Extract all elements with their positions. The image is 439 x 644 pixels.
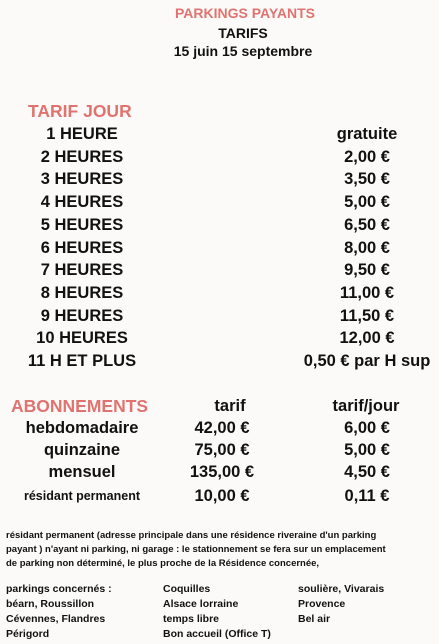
tarif-row-price: 0,50 € par H sup bbox=[303, 352, 431, 370]
parking-name: soulière, Vivarais bbox=[298, 583, 385, 595]
tarif-jour-heading: TARIF JOUR bbox=[28, 101, 132, 121]
tarif-row-price: 11,50 € bbox=[339, 306, 395, 325]
page-subtitle: TARIFS bbox=[218, 25, 268, 41]
parking-name: Périgord bbox=[6, 628, 50, 640]
parking-name: Provence bbox=[298, 598, 346, 610]
abonnements-col-tarif-jour: tarif/jour bbox=[332, 397, 400, 415]
parking-name: Bon accueil (Office T) bbox=[163, 628, 271, 640]
tarif-row-label: 5 HEURES bbox=[40, 215, 124, 234]
abonnement-tarif: 10,00 € bbox=[194, 487, 250, 505]
tarif-row-label: 9 HEURES bbox=[40, 306, 124, 325]
tarif-row-price: 5,00 € bbox=[344, 193, 390, 212]
abonnement-tarif-jour: 6,00 € bbox=[344, 419, 390, 437]
abonnement-tarif-jour: 4,50 € bbox=[344, 463, 390, 481]
note-line-3: de parking non déterminé, le plus proche de la Résidence concernée, bbox=[6, 558, 320, 569]
tarif-row-label: 3 HEURES bbox=[40, 170, 124, 189]
abonnement-tarif: 75,00 € bbox=[194, 441, 250, 459]
tarif-row-label: 4 HEURES bbox=[40, 193, 124, 212]
tarif-row-price: 9,50 € bbox=[344, 261, 390, 280]
tarif-row-label: 11 H ET PLUS bbox=[27, 352, 137, 370]
tarif-row-price: 6,50 € bbox=[344, 215, 390, 234]
tarif-row-price: 2,00 € bbox=[344, 147, 390, 166]
tarif-row-price: 12,00 € bbox=[339, 329, 395, 348]
tarif-row-label: 1 HEURE bbox=[46, 125, 118, 143]
parking-name: Bel air bbox=[298, 613, 331, 625]
note-line-2: payant ) n'ayant ni parking, ni garage : le stationnement se fera sur un emplacement bbox=[6, 544, 386, 555]
abonnement-tarif-jour: 5,00 € bbox=[344, 441, 390, 459]
abonnement-tarif: 42,00 € bbox=[194, 419, 250, 437]
parking-name: Coquilles bbox=[163, 583, 211, 595]
tarif-row-price: gratuite bbox=[336, 125, 398, 143]
note-line-1: résidant permanent (adresse principale dans une résidence riveraine d'un parking bbox=[6, 530, 377, 541]
abonnement-label: quinzaine bbox=[43, 441, 121, 459]
parking-name: temps libre bbox=[163, 613, 220, 625]
abonnements-col-tarif: tarif bbox=[214, 397, 246, 415]
tarif-row-label: 7 HEURES bbox=[40, 261, 124, 280]
abonnement-label: résidant permanent bbox=[23, 489, 141, 503]
parking-name: béarn, Roussillon bbox=[6, 598, 95, 610]
abonnement-tarif: 135,00 € bbox=[189, 463, 255, 481]
tarif-row-price: 8,00 € bbox=[344, 238, 390, 257]
tarif-row-label: 2 HEURES bbox=[40, 147, 124, 166]
page-title: PARKINGS PAYANTS bbox=[174, 5, 316, 21]
abonnements-heading: ABONNEMENTS bbox=[11, 396, 149, 416]
tarif-row-label: 8 HEURES bbox=[40, 283, 124, 302]
abonnement-label: mensuel bbox=[48, 463, 116, 481]
parkings-label: parkings concernés : bbox=[6, 583, 112, 595]
tarif-row-label: 6 HEURES bbox=[40, 238, 124, 257]
period-text: 15 juin 15 septembre bbox=[173, 43, 313, 59]
abonnement-tarif-jour: 0,11 € bbox=[344, 487, 390, 505]
parking-name: Alsace lorraine bbox=[163, 598, 239, 610]
parking-name: Cévennes, Flandres bbox=[6, 613, 106, 625]
tarif-row-price: 11,00 € bbox=[339, 283, 395, 302]
abonnement-label: hebdomadaire bbox=[25, 419, 139, 437]
tarif-row-price: 3,50 € bbox=[344, 170, 390, 189]
tarif-row-label: 10 HEURES bbox=[36, 329, 128, 348]
